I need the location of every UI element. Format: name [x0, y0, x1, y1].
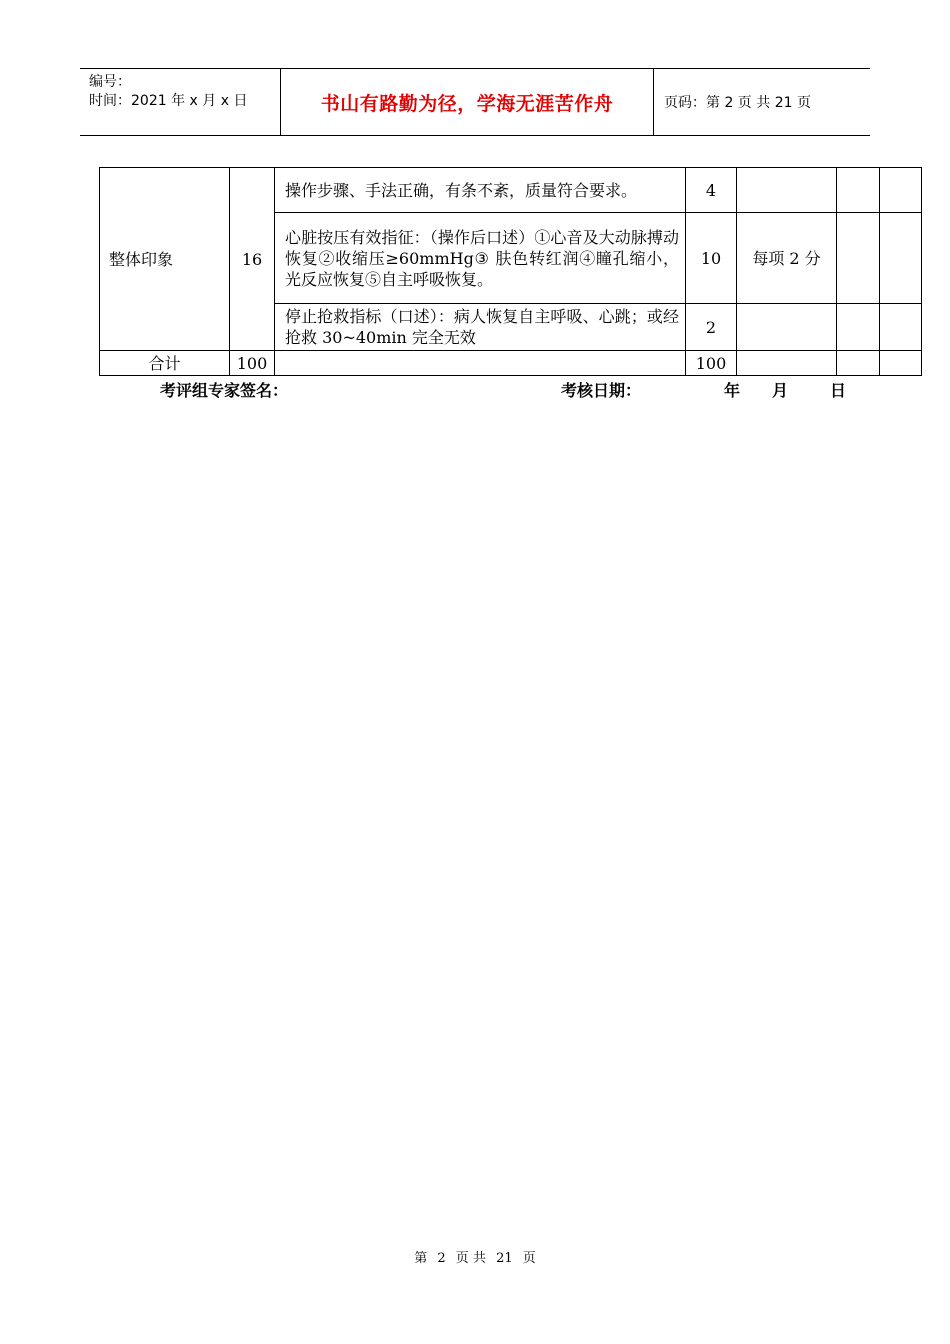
date-year: 年 — [724, 381, 741, 400]
empty-cell — [880, 213, 922, 304]
empty-cell — [880, 168, 922, 213]
item-description: 停止抢救指标（口述）：病人恢复自主呼吸、心跳；或经抢救 30~40min 完全无效 — [275, 304, 686, 351]
category-score-cell: 16 — [230, 168, 275, 351]
footer-of: 页 共 — [455, 1251, 486, 1266]
footer-suffix: 页 — [522, 1251, 536, 1266]
footer-total-pages: 21 — [496, 1251, 513, 1266]
total-row — [100, 351, 922, 376]
serial-label: 编号： — [89, 74, 131, 90]
total-label: 合计 — [100, 351, 230, 376]
item-note — [737, 304, 837, 351]
item-note: 每项 2 分 — [737, 213, 837, 304]
empty-cell — [837, 168, 880, 213]
empty-cell — [880, 351, 922, 376]
total-points: 100 — [686, 351, 737, 376]
item-description: 心脏按压有效指征：（操作后口述）①心音及大动脉搏动恢复②收缩压≥60mmHg③ 肤色转红润④瞳孔缩小，光反应恢复⑤自主呼吸恢复。 — [275, 213, 686, 304]
item-points: 2 — [686, 304, 737, 351]
empty-cell — [837, 351, 880, 376]
expert-signature-label: 考评组专家签名： — [160, 381, 289, 400]
total-score: 100 — [230, 351, 275, 376]
item-points: 4 — [686, 168, 737, 213]
empty-cell — [837, 213, 880, 304]
page-header — [80, 68, 870, 136]
time-label: 时间：2021 年 x 月 x 日 — [89, 93, 248, 109]
empty-cell — [737, 351, 837, 376]
footer-prefix: 第 — [414, 1251, 428, 1266]
empty-cell — [275, 351, 686, 376]
header-meta — [80, 69, 281, 135]
empty-cell — [880, 304, 922, 351]
item-points: 10 — [686, 213, 737, 304]
header-page-info: 页码：第 2 页 共 21 页 — [664, 95, 811, 111]
date-month: 月 — [772, 381, 789, 400]
score-table — [99, 167, 922, 376]
item-description: 操作步骤、手法正确，有条不紊，质量符合要求。 — [275, 168, 686, 213]
empty-cell — [837, 304, 880, 351]
item-note — [737, 168, 837, 213]
date-day: 日 — [830, 381, 847, 400]
category-cell: 整体印象 — [100, 168, 230, 351]
table-row — [100, 168, 922, 213]
exam-date-label: 考核日期： — [561, 381, 642, 400]
footer-page-number: 2 — [437, 1251, 446, 1266]
header-motto: 书山有路勤为径，学海无涯苦作舟 — [281, 69, 654, 135]
page-footer — [0, 1247, 950, 1266]
